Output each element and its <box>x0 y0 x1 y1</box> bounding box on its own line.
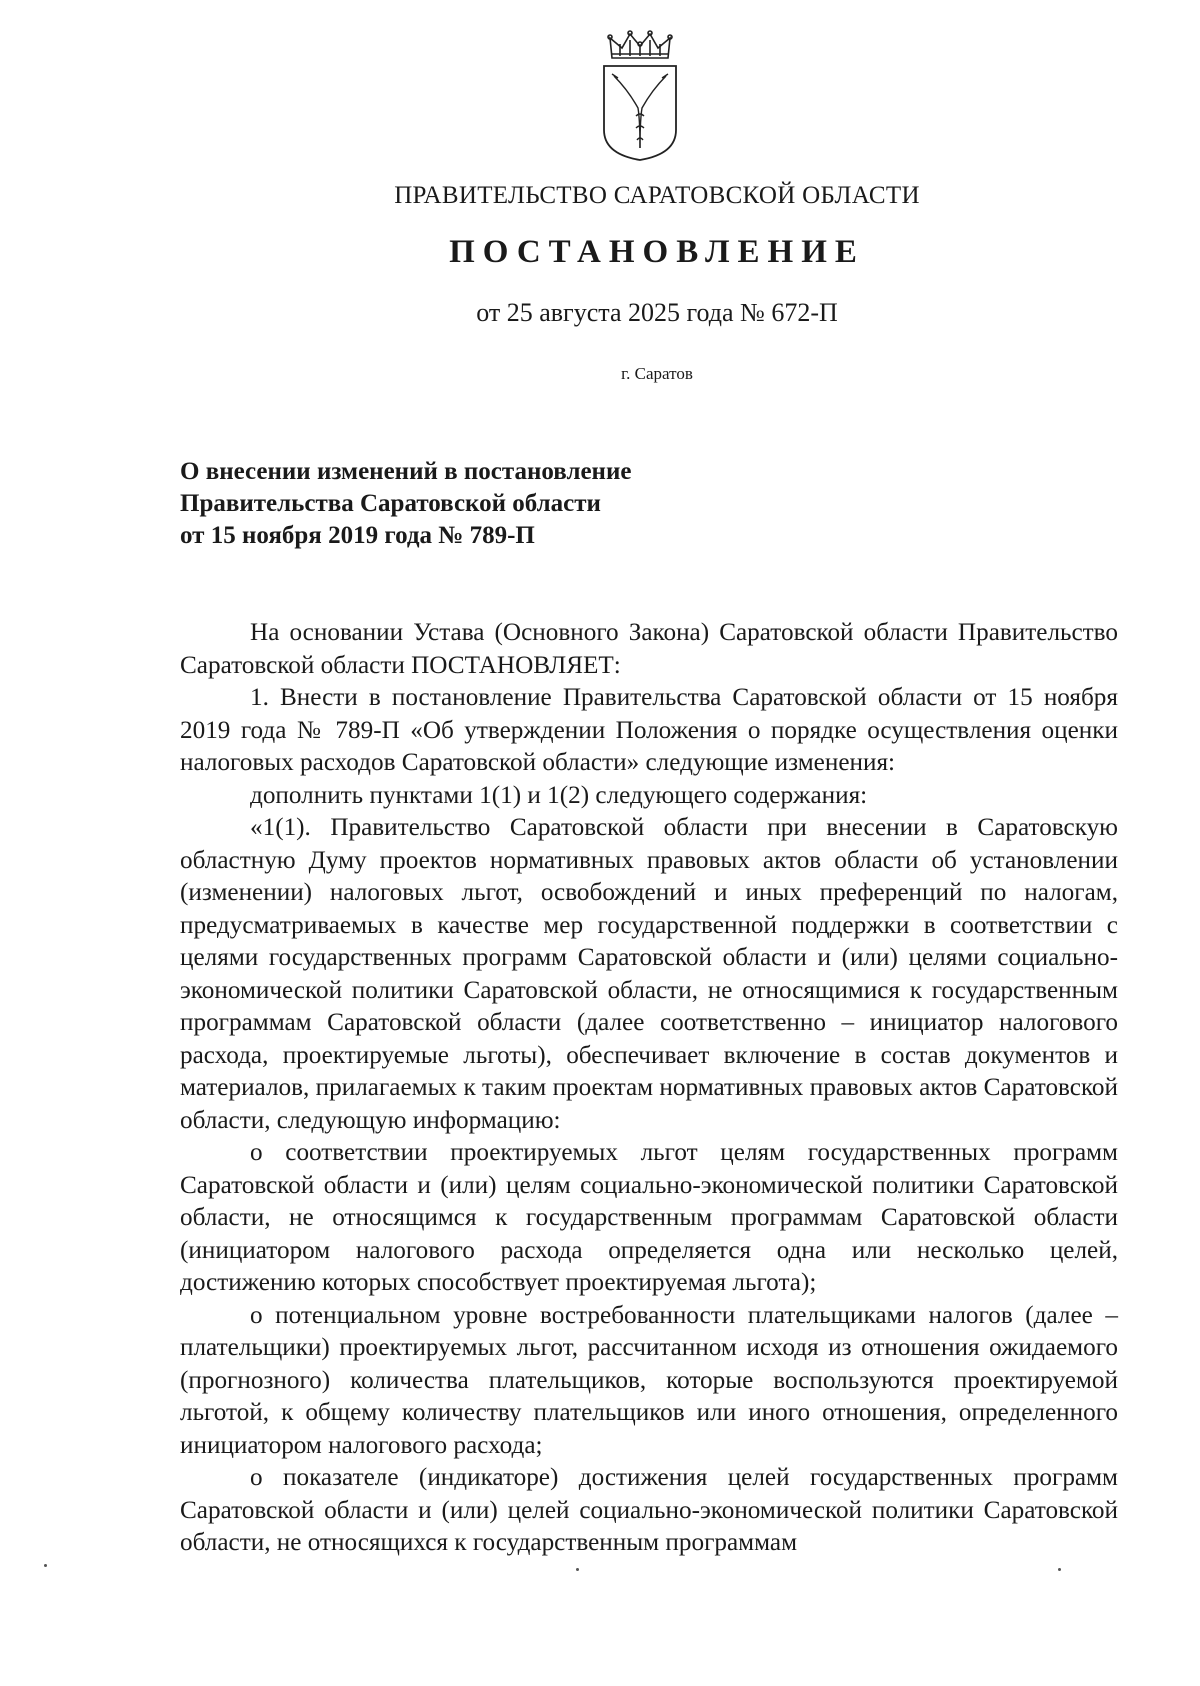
body-paragraph-amendment-intro: дополнить пунктами 1(1) и 1(2) следующего содержания: <box>250 781 868 809</box>
scan-artifact <box>1058 1568 1061 1571</box>
government-name: ПРАВИТЕЛЬСТВО САРАТОВСКОЙ ОБЛАСТИ <box>394 182 920 209</box>
document-type-title: ПОСТАНОВЛЕНИЕ <box>449 234 865 270</box>
body-paragraph-preamble: На основании Устава (Основного Закона) Саратовской области Правительство Саратовской области ПОСТАНОВЛЯЕТ: <box>180 619 1118 679</box>
document-subject <box>180 456 631 552</box>
subject-line: от 15 ноября 2019 года № 789-П <box>180 522 535 549</box>
body-paragraph-item-1: 1. Внести в постановление Правительства Саратовской области от 15 ноября 2019 года № 789-П «Об утверждении Положения о порядке осуществления оценки налоговых расходов Саратовской области» следующие изменения: <box>180 684 1118 776</box>
scan-artifact <box>44 1564 47 1567</box>
body-paragraph-demand-level: о потенциальном уровне востребованности плательщиками налогов (далее – плательщики) проектируемых льгот, рассчитанном исходя из отношения ожидаемого (прогнозного) количества плательщиков, которые воспользуются проектируемой льготой, к общему количеству плательщиков или иного отношения, определенного инициатором налогового расхода; <box>180 1301 1118 1459</box>
body-paragraph-clause-1-1: «1(1). Правительство Саратовской области при внесении в Саратовскую областную Думу проектов нормативных правовых актов области об установлении (изменении) налоговых льгот, освобождений и иных преференций по налогам, предусматриваемых в качестве мер государственной поддержки в соответствии с целями государственных программ Саратовской области и (или) целями социально-экономической политики Саратовской области, не относящимися к государственным программам Саратовской области (далее соответственно – инициатор налогового расхода, проектируемые льготы), обеспечивает включение в состав документов и материалов, прилагаемых к таким проектам нормативных правовых актов Саратовской области, следующую информацию: <box>180 814 1118 1134</box>
body-paragraph-indicator: о показателе (индикаторе) достижения целей государственных программ Саратовской области и (или) целей социально-экономической политики Саратовской области, не относящихся к государственным программам <box>180 1464 1118 1556</box>
subject-line: Правительства Саратовской области <box>180 490 601 517</box>
coat-of-arms-icon <box>598 30 682 162</box>
body-paragraph-goal-compliance: о соответствии проектируемых льгот целям государственных программ Саратовской области и (или) целям социально-экономической политики Саратовской области, не относящимся к государственным программам Саратовской области (инициатором налогового расхода определяется одна или несколько целей, достижению которых способствует проектируемая льгота); <box>180 1139 1118 1296</box>
document-body <box>180 617 1118 1560</box>
subject-line: О внесении изменений в постановление <box>180 458 632 485</box>
document-city: г. Саратов <box>621 364 693 383</box>
document-date-number: от 25 августа 2025 года № 672-П <box>476 298 838 327</box>
scan-artifact <box>576 1568 579 1571</box>
